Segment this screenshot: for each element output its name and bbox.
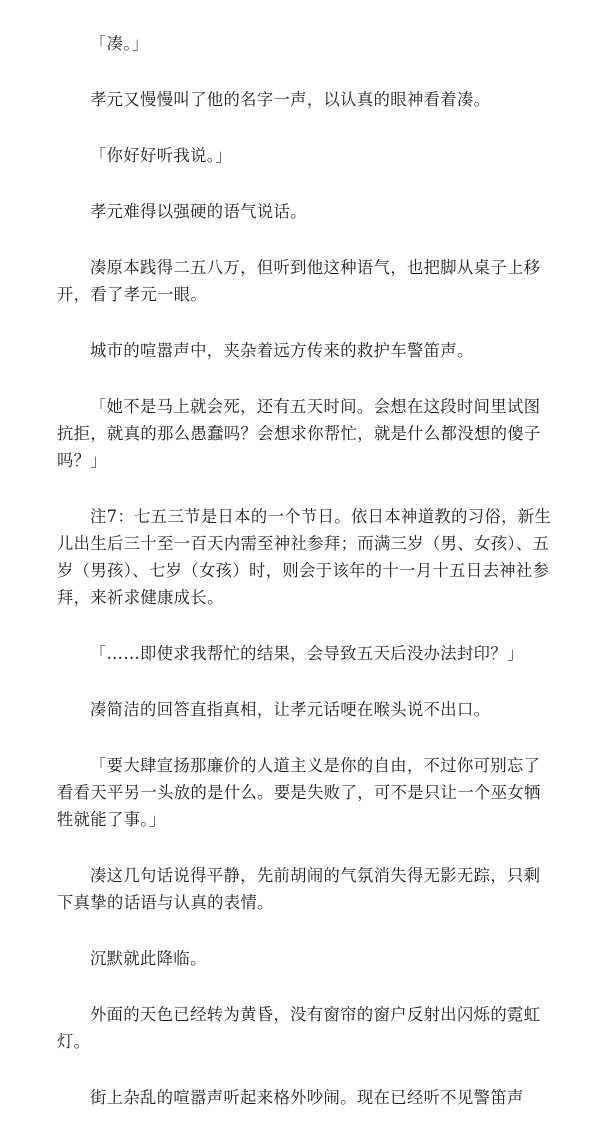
paragraph: 沉默就此降临。 (90, 949, 207, 968)
paragraph: 孝元又慢慢叫了他的名字一声，以认真的眼神看着凑。 (90, 90, 491, 109)
paragraph: 孝元难得以强硬的语气说话。 (90, 202, 307, 221)
paragraph: 凑这几句话说得平静，先前胡闹的气氛消失得无影无踪，只剩下真挚的话语与认真的表情。 (57, 866, 541, 912)
paragraph: 街上杂乱的喧嚣声听起来格外吵闹。现在已经听不见警笛声 (90, 1088, 524, 1107)
paragraph: 外面的天色已经转为黄昏，没有窗帘的窗户反射出闪烁的霓虹灯。 (57, 1005, 541, 1051)
paragraph: 「凑。」 (90, 34, 149, 53)
paragraph: 「她不是马上就会死，还有五天时间。会想在这段时间里试图抗拒，就真的那么愚蠢吗？会想求你帮忙，就是什么都没想的傻子吗？」 (57, 397, 541, 470)
footnote-paragraph: 注7：七五三节是日本的一个节日。依日本神道教的习俗，新生儿出生后三十至一百天内需至神社参拜；而满三岁（男、女孩）、五岁（男孩）、七岁（女孩）时，则会于该年的十一月十五日去神社参拜，来祈求健康成长。 (57, 507, 552, 607)
paragraph: 凑简洁的回答直指真相，让孝元话哽在喉头说不出口。 (90, 700, 491, 719)
paragraph: 「要大肆宣扬那廉价的人道主义是你的自由，不过你可别忘了看看天平另一头放的是什么。要是失败了，可不是只让一个巫女牺牲就能了事。」 (57, 756, 541, 829)
document-page (57, 30, 557, 1140)
paragraph: 「你好好听我说。」 (90, 146, 232, 165)
paragraph: 城市的喧嚣声中，夹杂着远方传来的救护车警笛声。 (90, 341, 474, 360)
paragraph: 凑原本践得二五八万，但听到他这种语气，也把脚从桌子上移开，看了孝元一眼。 (57, 258, 541, 304)
paragraph: 「……即使求我帮忙的结果，会导致五天后没办法封印？」 (90, 644, 524, 663)
